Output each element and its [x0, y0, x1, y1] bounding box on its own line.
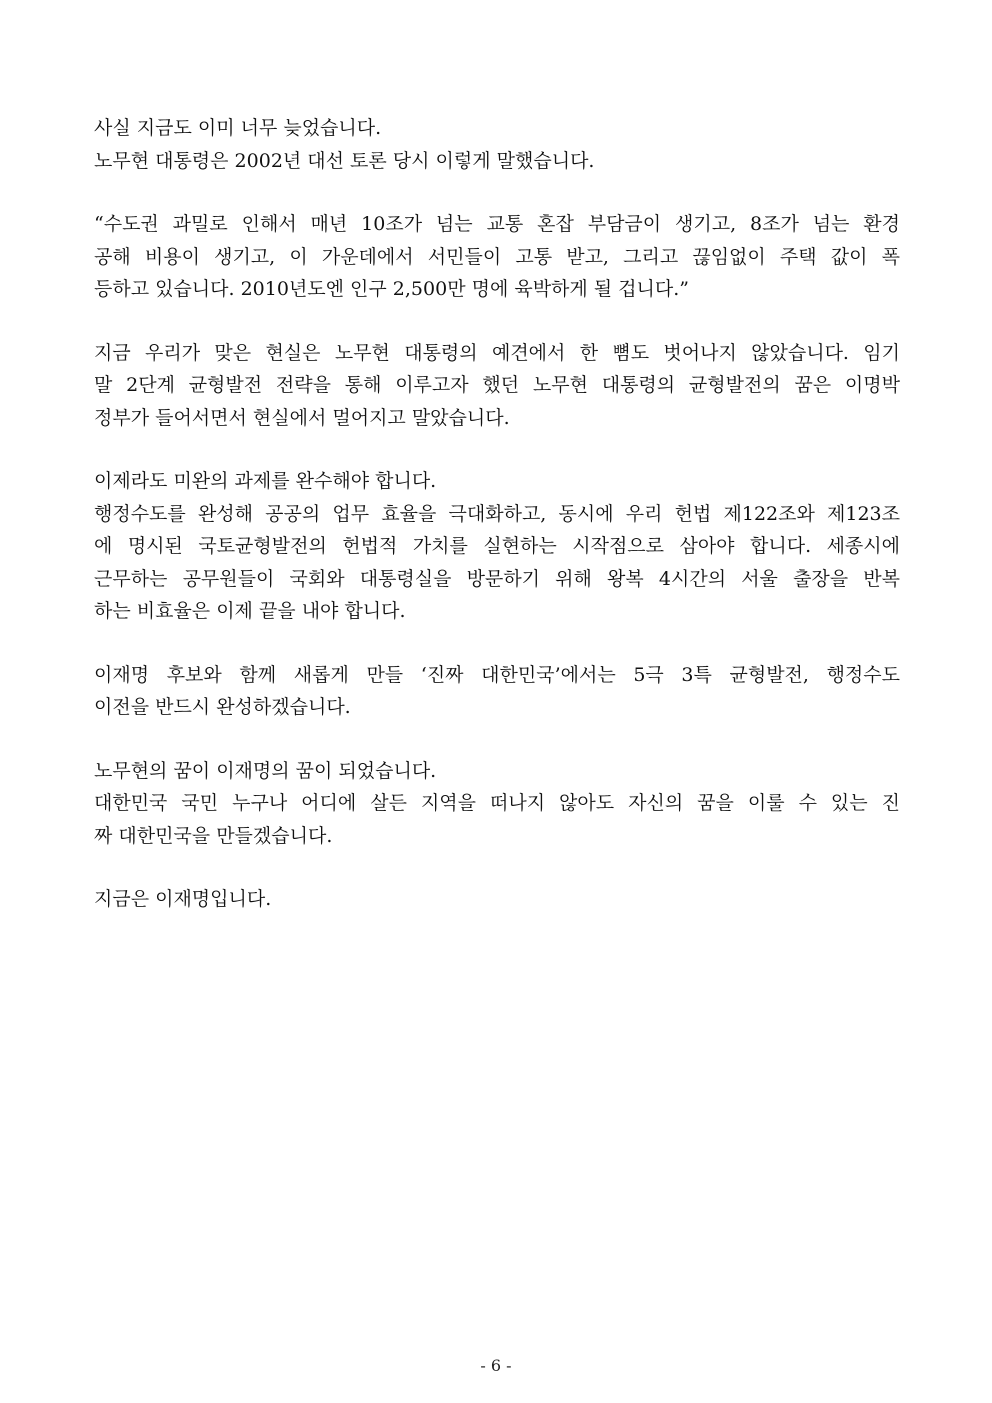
paragraph-task	[94, 465, 900, 628]
text-line: 이전을 반드시 완성하겠습니다.	[94, 696, 351, 718]
text-line: 대한민국 국민 누구나 어디에 살든 지역을 떠나지 않아도 자신의 꿈을 이룰 수 있는 진	[94, 792, 900, 814]
text-line: 등하고 있습니다. 2010년도엔 인구 2,500만 명에 육박하게 될 겁니다.”	[94, 278, 689, 300]
text-line: 이제라도 미완의 과제를 완수해야 합니다.	[94, 470, 437, 492]
text-line: 근무하는 공무원들이 국회와 대통령실을 방문하기 위해 왕복 4시간의 서울 출장을 반복	[94, 567, 900, 590]
paragraph-intro	[94, 112, 900, 177]
paragraph-closing	[94, 883, 900, 916]
text-line: 사실 지금도 이미 너무 늦었습니다.	[94, 117, 382, 139]
text-line: 정부가 들어서면서 현실에서 멀어지고 말았습니다.	[94, 406, 510, 429]
text-line: 에 명시된 국토균형발전의 헌법적 가치를 실현하는 시작점으로 삼아야 합니다. 세종시에	[94, 535, 900, 557]
text-line: 하는 비효율은 이제 끝을 내야 합니다.	[94, 600, 406, 622]
text-line: 지금은 이재명입니다.	[94, 888, 272, 910]
text-line: 이재명 후보와 함께 새롭게 만들 ‘진짜 대한민국’에서는 5극 3특 균형발전, 행정수도	[94, 663, 900, 686]
text-line: “수도권 과밀로 인해서 매년 10조가 넘는 교통 혼잡 부담금이 생기고, 8조가 넘는 환경	[94, 213, 900, 235]
paragraph-reality	[94, 337, 900, 435]
paragraph-quote	[94, 208, 900, 306]
text-line: 행정수도를 완성해 공공의 업무 효율을 극대화하고, 동시에 우리 헌법 제122조와 제123조	[94, 502, 900, 525]
document-body	[94, 112, 900, 947]
text-line: 지금 우리가 맞은 현실은 노무현 대통령의 예견에서 한 뼘도 벗어나지 않았습니다. 임기	[94, 341, 900, 364]
text-line: 짜 대한민국을 만들겠습니다.	[94, 824, 333, 847]
paragraph-pledge	[94, 659, 900, 724]
paragraph-dream	[94, 755, 900, 853]
page-number: - 6 -	[480, 1356, 512, 1375]
text-line: 공해 비용이 생기고, 이 가운데에서 서민들이 고통 받고, 그리고 끊임없이 주택 값이 폭	[94, 245, 900, 268]
text-line: 노무현 대통령은 2002년 대선 토론 당시 이렇게 말했습니다.	[94, 149, 595, 172]
text-line: 말 2단계 균형발전 전략을 통해 이루고자 했던 노무현 대통령의 균형발전의 꿈은 이명박	[94, 374, 900, 396]
text-line: 노무현의 꿈이 이재명의 꿈이 되었습니다.	[94, 759, 437, 782]
